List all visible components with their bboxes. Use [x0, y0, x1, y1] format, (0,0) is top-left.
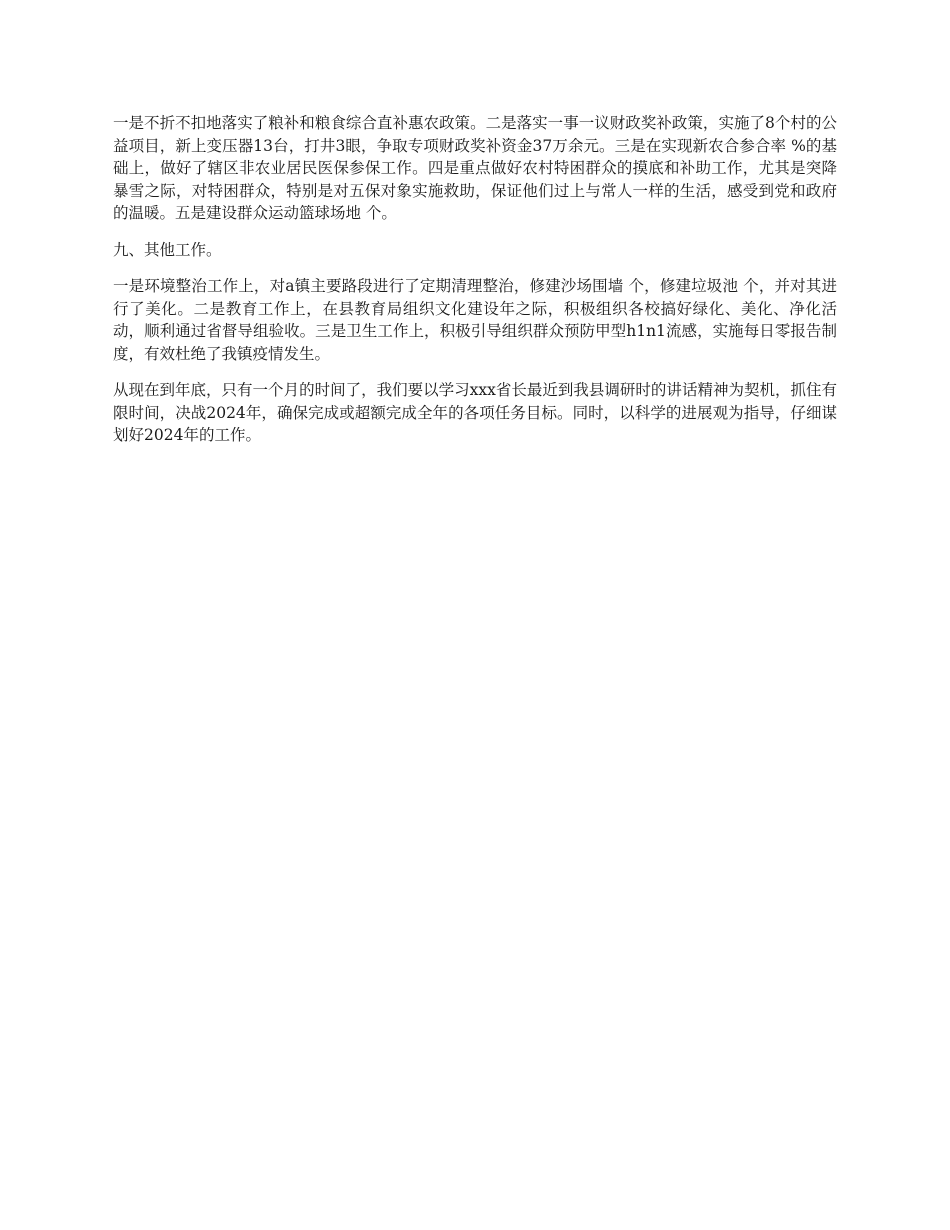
- paragraph-year-end-goals: 从现在到年底，只有一个月的时间了，我们要以学习xxx省长最近到我县调研时的讲话精神为契机，抓住有限时间，决战2024年，确保完成或超额完成全年的各项任务目标。同时，以科学的进展观为指导，仔细谋划好2024年的工作。: [113, 381, 837, 444]
- paragraph-other-work: 一是环境整治工作上，对a镇主要路段进行了定期清理整治，修建沙场围墙 个，修建垃圾池 个，并对其进行了美化。二是教育工作上，在县教育局组织文化建设年之际，积极组织各校搞好绿化、美化、净化活动，顺利通过省督导组验收。三是卫生工作上，积极引导组织群众预防甲型h1n1流感，实施每日零报告制度，有效杜绝了我镇疫情发生。: [113, 277, 837, 363]
- paragraph-welfare-policies: 一是不折不扣地落实了粮补和粮食综合直补惠农政策。二是落实一事一议财政奖补政策，实施了8个村的公益项目，新上变压器13台，打井3眼，争取专项财政奖补资金37万余元。三是在实现新农合参合率 %的基础上，做好了辖区非农业居民医保参保工作。四是重点做好农村特困群众的摸底和补助工作，尤其是突降暴雪之际，对特困群众，特别是对五保对象实施救助，保证他们过上与常人一样的生活，感受到党和政府的温暖。五是建设群众运动篮球场地 个。: [113, 114, 837, 222]
- document-page: [113, 112, 837, 461]
- section-heading-other-work: 九、其他工作。: [113, 240, 222, 259]
